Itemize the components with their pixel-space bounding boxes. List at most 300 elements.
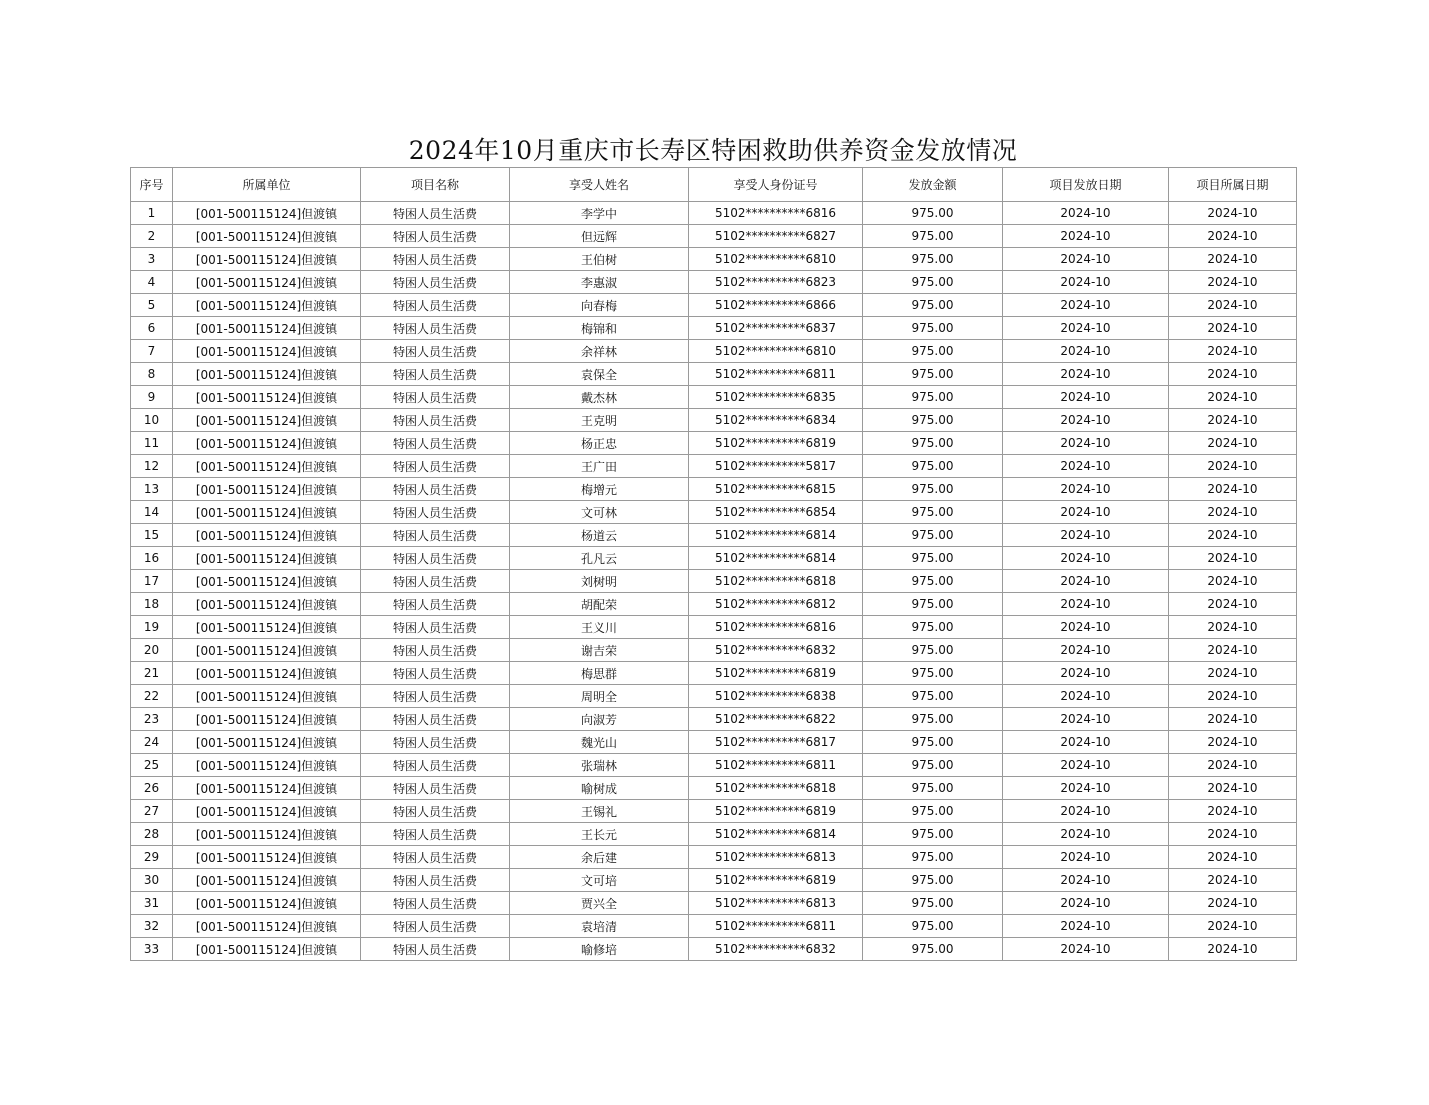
cell-index: 22 — [131, 685, 173, 708]
cell-period: 2024-10 — [1169, 777, 1297, 800]
cell-period: 2024-10 — [1169, 432, 1297, 455]
table-body — [131, 202, 1297, 961]
cell-index: 13 — [131, 478, 173, 501]
cell-project: 特困人员生活费 — [361, 340, 510, 363]
cell-amount: 975.00 — [863, 754, 1003, 777]
cell-id-number: 5102**********6835 — [689, 386, 863, 409]
cell-amount: 975.00 — [863, 708, 1003, 731]
header-issue-date: 项目发放日期 — [1003, 168, 1169, 202]
cell-id-number: 5102**********6819 — [689, 432, 863, 455]
cell-index: 32 — [131, 915, 173, 938]
cell-index: 31 — [131, 892, 173, 915]
cell-period: 2024-10 — [1169, 823, 1297, 846]
table-row — [131, 892, 1297, 915]
cell-name: 王长元 — [510, 823, 689, 846]
cell-unit: [001-500115124]但渡镇 — [173, 271, 361, 294]
cell-name: 喻树成 — [510, 777, 689, 800]
cell-unit: [001-500115124]但渡镇 — [173, 432, 361, 455]
cell-unit: [001-500115124]但渡镇 — [173, 777, 361, 800]
cell-issue-date: 2024-10 — [1003, 202, 1169, 225]
cell-id-number: 5102**********6810 — [689, 248, 863, 271]
cell-project: 特困人员生活费 — [361, 915, 510, 938]
cell-amount: 975.00 — [863, 662, 1003, 685]
cell-id-number: 5102**********6817 — [689, 731, 863, 754]
cell-period: 2024-10 — [1169, 248, 1297, 271]
cell-amount: 975.00 — [863, 455, 1003, 478]
cell-name: 张瑞林 — [510, 754, 689, 777]
cell-project: 特困人员生活费 — [361, 202, 510, 225]
cell-unit: [001-500115124]但渡镇 — [173, 340, 361, 363]
cell-index: 29 — [131, 846, 173, 869]
cell-issue-date: 2024-10 — [1003, 409, 1169, 432]
cell-period: 2024-10 — [1169, 294, 1297, 317]
table-row — [131, 662, 1297, 685]
cell-index: 23 — [131, 708, 173, 731]
cell-amount: 975.00 — [863, 639, 1003, 662]
cell-name: 喻修培 — [510, 938, 689, 961]
table-row — [131, 777, 1297, 800]
cell-period: 2024-10 — [1169, 271, 1297, 294]
cell-project: 特困人员生活费 — [361, 248, 510, 271]
cell-period: 2024-10 — [1169, 409, 1297, 432]
cell-unit: [001-500115124]但渡镇 — [173, 823, 361, 846]
cell-id-number: 5102**********6819 — [689, 800, 863, 823]
cell-index: 4 — [131, 271, 173, 294]
cell-name: 王义川 — [510, 616, 689, 639]
cell-index: 19 — [131, 616, 173, 639]
cell-issue-date: 2024-10 — [1003, 869, 1169, 892]
cell-amount: 975.00 — [863, 616, 1003, 639]
cell-unit: [001-500115124]但渡镇 — [173, 248, 361, 271]
cell-index: 30 — [131, 869, 173, 892]
cell-unit: [001-500115124]但渡镇 — [173, 800, 361, 823]
cell-amount: 975.00 — [863, 938, 1003, 961]
cell-id-number: 5102**********6827 — [689, 225, 863, 248]
cell-unit: [001-500115124]但渡镇 — [173, 202, 361, 225]
cell-period: 2024-10 — [1169, 317, 1297, 340]
table-row — [131, 731, 1297, 754]
cell-id-number: 5102**********6854 — [689, 501, 863, 524]
cell-amount: 975.00 — [863, 892, 1003, 915]
cell-amount: 975.00 — [863, 386, 1003, 409]
cell-issue-date: 2024-10 — [1003, 225, 1169, 248]
cell-unit: [001-500115124]但渡镇 — [173, 708, 361, 731]
cell-name: 文可林 — [510, 501, 689, 524]
table-row — [131, 593, 1297, 616]
table-row — [131, 524, 1297, 547]
cell-issue-date: 2024-10 — [1003, 846, 1169, 869]
cell-name: 戴杰林 — [510, 386, 689, 409]
cell-unit: [001-500115124]但渡镇 — [173, 869, 361, 892]
cell-index: 10 — [131, 409, 173, 432]
cell-index: 20 — [131, 639, 173, 662]
cell-project: 特困人员生活费 — [361, 846, 510, 869]
cell-name: 余后建 — [510, 846, 689, 869]
cell-unit: [001-500115124]但渡镇 — [173, 386, 361, 409]
cell-index: 21 — [131, 662, 173, 685]
cell-period: 2024-10 — [1169, 363, 1297, 386]
cell-amount: 975.00 — [863, 409, 1003, 432]
table-row — [131, 202, 1297, 225]
cell-name: 魏光山 — [510, 731, 689, 754]
cell-period: 2024-10 — [1169, 524, 1297, 547]
cell-project: 特困人员生活费 — [361, 662, 510, 685]
cell-amount: 975.00 — [863, 225, 1003, 248]
cell-project: 特困人员生活费 — [361, 501, 510, 524]
header-id-number: 享受人身份证号 — [689, 168, 863, 202]
cell-issue-date: 2024-10 — [1003, 616, 1169, 639]
cell-period: 2024-10 — [1169, 616, 1297, 639]
cell-period: 2024-10 — [1169, 869, 1297, 892]
cell-name: 余祥林 — [510, 340, 689, 363]
cell-project: 特困人员生活费 — [361, 731, 510, 754]
cell-index: 11 — [131, 432, 173, 455]
cell-issue-date: 2024-10 — [1003, 639, 1169, 662]
cell-amount: 975.00 — [863, 271, 1003, 294]
page-title: 2024年10月重庆市长寿区特困救助供养资金发放情况 — [408, 136, 1018, 165]
table-row — [131, 754, 1297, 777]
table-row — [131, 915, 1297, 938]
cell-amount: 975.00 — [863, 432, 1003, 455]
cell-id-number: 5102**********6818 — [689, 777, 863, 800]
cell-project: 特困人员生活费 — [361, 294, 510, 317]
cell-project: 特困人员生活费 — [361, 777, 510, 800]
cell-issue-date: 2024-10 — [1003, 800, 1169, 823]
cell-unit: [001-500115124]但渡镇 — [173, 662, 361, 685]
cell-period: 2024-10 — [1169, 570, 1297, 593]
cell-issue-date: 2024-10 — [1003, 892, 1169, 915]
cell-project: 特困人员生活费 — [361, 800, 510, 823]
cell-issue-date: 2024-10 — [1003, 294, 1169, 317]
cell-issue-date: 2024-10 — [1003, 547, 1169, 570]
cell-name: 谢吉荣 — [510, 639, 689, 662]
cell-index: 3 — [131, 248, 173, 271]
cell-issue-date: 2024-10 — [1003, 731, 1169, 754]
cell-period: 2024-10 — [1169, 846, 1297, 869]
cell-project: 特困人员生活费 — [361, 685, 510, 708]
cell-name: 李学中 — [510, 202, 689, 225]
cell-unit: [001-500115124]但渡镇 — [173, 524, 361, 547]
cell-amount: 975.00 — [863, 478, 1003, 501]
cell-amount: 975.00 — [863, 846, 1003, 869]
cell-name: 贾兴全 — [510, 892, 689, 915]
cell-name: 向春梅 — [510, 294, 689, 317]
cell-id-number: 5102**********6819 — [689, 869, 863, 892]
cell-amount: 975.00 — [863, 340, 1003, 363]
cell-period: 2024-10 — [1169, 800, 1297, 823]
cell-issue-date: 2024-10 — [1003, 662, 1169, 685]
header-project: 项目名称 — [361, 168, 510, 202]
cell-period: 2024-10 — [1169, 593, 1297, 616]
cell-period: 2024-10 — [1169, 547, 1297, 570]
cell-issue-date: 2024-10 — [1003, 915, 1169, 938]
cell-amount: 975.00 — [863, 915, 1003, 938]
table-row — [131, 432, 1297, 455]
cell-name: 梅锦和 — [510, 317, 689, 340]
cell-period: 2024-10 — [1169, 639, 1297, 662]
cell-unit: [001-500115124]但渡镇 — [173, 731, 361, 754]
cell-index: 8 — [131, 363, 173, 386]
cell-index: 18 — [131, 593, 173, 616]
cell-amount: 975.00 — [863, 202, 1003, 225]
cell-name: 李惠淑 — [510, 271, 689, 294]
cell-issue-date: 2024-10 — [1003, 938, 1169, 961]
cell-name: 刘树明 — [510, 570, 689, 593]
cell-index: 9 — [131, 386, 173, 409]
cell-issue-date: 2024-10 — [1003, 478, 1169, 501]
cell-index: 28 — [131, 823, 173, 846]
cell-index: 2 — [131, 225, 173, 248]
cell-index: 15 — [131, 524, 173, 547]
table-row — [131, 317, 1297, 340]
table-row — [131, 340, 1297, 363]
cell-id-number: 5102**********6812 — [689, 593, 863, 616]
cell-unit: [001-500115124]但渡镇 — [173, 593, 361, 616]
cell-name: 袁保全 — [510, 363, 689, 386]
cell-unit: [001-500115124]但渡镇 — [173, 915, 361, 938]
cell-id-number: 5102**********6866 — [689, 294, 863, 317]
cell-name: 王克明 — [510, 409, 689, 432]
cell-issue-date: 2024-10 — [1003, 524, 1169, 547]
table-row — [131, 869, 1297, 892]
cell-project: 特困人员生活费 — [361, 455, 510, 478]
cell-index: 16 — [131, 547, 173, 570]
table-row — [131, 501, 1297, 524]
cell-project: 特困人员生活费 — [361, 892, 510, 915]
cell-index: 6 — [131, 317, 173, 340]
cell-amount: 975.00 — [863, 363, 1003, 386]
table-row — [131, 708, 1297, 731]
cell-unit: [001-500115124]但渡镇 — [173, 455, 361, 478]
cell-project: 特困人员生活费 — [361, 409, 510, 432]
cell-project: 特困人员生活费 — [361, 386, 510, 409]
cell-name: 杨正忠 — [510, 432, 689, 455]
table-row — [131, 685, 1297, 708]
cell-issue-date: 2024-10 — [1003, 386, 1169, 409]
cell-amount: 975.00 — [863, 248, 1003, 271]
cell-unit: [001-500115124]但渡镇 — [173, 938, 361, 961]
cell-issue-date: 2024-10 — [1003, 593, 1169, 616]
cell-unit: [001-500115124]但渡镇 — [173, 409, 361, 432]
cell-id-number: 5102**********6815 — [689, 478, 863, 501]
cell-project: 特困人员生活费 — [361, 225, 510, 248]
cell-name: 王伯树 — [510, 248, 689, 271]
table-row — [131, 248, 1297, 271]
cell-id-number: 5102**********6814 — [689, 823, 863, 846]
table-row — [131, 409, 1297, 432]
cell-id-number: 5102**********6813 — [689, 892, 863, 915]
cell-id-number: 5102**********6816 — [689, 202, 863, 225]
cell-project: 特困人员生活费 — [361, 432, 510, 455]
cell-period: 2024-10 — [1169, 731, 1297, 754]
cell-unit: [001-500115124]但渡镇 — [173, 363, 361, 386]
cell-amount: 975.00 — [863, 593, 1003, 616]
cell-unit: [001-500115124]但渡镇 — [173, 317, 361, 340]
cell-period: 2024-10 — [1169, 202, 1297, 225]
cell-id-number: 5102**********6816 — [689, 616, 863, 639]
cell-amount: 975.00 — [863, 685, 1003, 708]
cell-amount: 975.00 — [863, 731, 1003, 754]
cell-project: 特困人员生活费 — [361, 570, 510, 593]
cell-name: 梅思群 — [510, 662, 689, 685]
cell-name: 周明全 — [510, 685, 689, 708]
cell-issue-date: 2024-10 — [1003, 317, 1169, 340]
cell-id-number: 5102**********6822 — [689, 708, 863, 731]
cell-period: 2024-10 — [1169, 501, 1297, 524]
cell-issue-date: 2024-10 — [1003, 248, 1169, 271]
cell-project: 特困人员生活费 — [361, 708, 510, 731]
cell-period: 2024-10 — [1169, 386, 1297, 409]
cell-period: 2024-10 — [1169, 662, 1297, 685]
cell-index: 7 — [131, 340, 173, 363]
table-row — [131, 363, 1297, 386]
cell-period: 2024-10 — [1169, 340, 1297, 363]
cell-period: 2024-10 — [1169, 938, 1297, 961]
cell-project: 特困人员生活费 — [361, 869, 510, 892]
cell-name: 但远辉 — [510, 225, 689, 248]
cell-issue-date: 2024-10 — [1003, 501, 1169, 524]
cell-issue-date: 2024-10 — [1003, 777, 1169, 800]
cell-index: 27 — [131, 800, 173, 823]
table-row — [131, 938, 1297, 961]
header-name: 享受人姓名 — [510, 168, 689, 202]
table-header-row — [131, 168, 1297, 202]
cell-id-number: 5102**********6818 — [689, 570, 863, 593]
cell-name: 杨道云 — [510, 524, 689, 547]
cell-project: 特困人员生活费 — [361, 616, 510, 639]
cell-issue-date: 2024-10 — [1003, 754, 1169, 777]
cell-project: 特困人员生活费 — [361, 478, 510, 501]
cell-index: 5 — [131, 294, 173, 317]
cell-id-number: 5102**********6819 — [689, 662, 863, 685]
cell-amount: 975.00 — [863, 570, 1003, 593]
cell-issue-date: 2024-10 — [1003, 363, 1169, 386]
cell-id-number: 5102**********6811 — [689, 754, 863, 777]
cell-amount: 975.00 — [863, 524, 1003, 547]
cell-project: 特困人员生活费 — [361, 639, 510, 662]
cell-amount: 975.00 — [863, 294, 1003, 317]
cell-amount: 975.00 — [863, 501, 1003, 524]
payment-table — [130, 167, 1297, 961]
cell-period: 2024-10 — [1169, 708, 1297, 731]
cell-period: 2024-10 — [1169, 455, 1297, 478]
header-unit: 所属单位 — [173, 168, 361, 202]
cell-unit: [001-500115124]但渡镇 — [173, 685, 361, 708]
cell-unit: [001-500115124]但渡镇 — [173, 616, 361, 639]
cell-period: 2024-10 — [1169, 685, 1297, 708]
table-row — [131, 800, 1297, 823]
cell-id-number: 5102**********6837 — [689, 317, 863, 340]
cell-amount: 975.00 — [863, 800, 1003, 823]
cell-issue-date: 2024-10 — [1003, 570, 1169, 593]
cell-unit: [001-500115124]但渡镇 — [173, 570, 361, 593]
cell-amount: 975.00 — [863, 777, 1003, 800]
table-row — [131, 570, 1297, 593]
cell-index: 17 — [131, 570, 173, 593]
cell-id-number: 5102**********6810 — [689, 340, 863, 363]
cell-name: 梅增元 — [510, 478, 689, 501]
cell-name: 孔凡云 — [510, 547, 689, 570]
cell-id-number: 5102**********6814 — [689, 524, 863, 547]
cell-issue-date: 2024-10 — [1003, 708, 1169, 731]
cell-index: 26 — [131, 777, 173, 800]
table-row — [131, 294, 1297, 317]
cell-unit: [001-500115124]但渡镇 — [173, 639, 361, 662]
cell-name: 胡配荣 — [510, 593, 689, 616]
table-row — [131, 478, 1297, 501]
cell-index: 12 — [131, 455, 173, 478]
cell-unit: [001-500115124]但渡镇 — [173, 892, 361, 915]
header-amount: 发放金额 — [863, 168, 1003, 202]
cell-unit: [001-500115124]但渡镇 — [173, 225, 361, 248]
cell-issue-date: 2024-10 — [1003, 340, 1169, 363]
table-row — [131, 225, 1297, 248]
cell-period: 2024-10 — [1169, 892, 1297, 915]
cell-id-number: 5102**********6832 — [689, 938, 863, 961]
cell-index: 25 — [131, 754, 173, 777]
table-row — [131, 846, 1297, 869]
cell-unit: [001-500115124]但渡镇 — [173, 294, 361, 317]
table-row — [131, 616, 1297, 639]
cell-amount: 975.00 — [863, 317, 1003, 340]
cell-period: 2024-10 — [1169, 754, 1297, 777]
cell-project: 特困人员生活费 — [361, 271, 510, 294]
cell-unit: [001-500115124]但渡镇 — [173, 547, 361, 570]
cell-issue-date: 2024-10 — [1003, 432, 1169, 455]
cell-issue-date: 2024-10 — [1003, 455, 1169, 478]
cell-period: 2024-10 — [1169, 225, 1297, 248]
cell-index: 1 — [131, 202, 173, 225]
cell-id-number: 5102**********6834 — [689, 409, 863, 432]
cell-id-number: 5102**********6811 — [689, 363, 863, 386]
cell-project: 特困人员生活费 — [361, 524, 510, 547]
table-row — [131, 639, 1297, 662]
cell-project: 特困人员生活费 — [361, 823, 510, 846]
cell-name: 王锡礼 — [510, 800, 689, 823]
cell-id-number: 5102**********6832 — [689, 639, 863, 662]
cell-unit: [001-500115124]但渡镇 — [173, 478, 361, 501]
cell-amount: 975.00 — [863, 547, 1003, 570]
table-row — [131, 386, 1297, 409]
cell-unit: [001-500115124]但渡镇 — [173, 501, 361, 524]
cell-project: 特困人员生活费 — [361, 547, 510, 570]
header-index: 序号 — [131, 168, 173, 202]
cell-id-number: 5102**********5817 — [689, 455, 863, 478]
cell-period: 2024-10 — [1169, 478, 1297, 501]
cell-unit: [001-500115124]但渡镇 — [173, 754, 361, 777]
cell-name: 文可培 — [510, 869, 689, 892]
cell-period: 2024-10 — [1169, 915, 1297, 938]
cell-project: 特困人员生活费 — [361, 317, 510, 340]
cell-issue-date: 2024-10 — [1003, 823, 1169, 846]
cell-amount: 975.00 — [863, 869, 1003, 892]
cell-project: 特困人员生活费 — [361, 363, 510, 386]
cell-id-number: 5102**********6838 — [689, 685, 863, 708]
cell-name: 袁培清 — [510, 915, 689, 938]
cell-project: 特困人员生活费 — [361, 754, 510, 777]
cell-name: 向淑芳 — [510, 708, 689, 731]
cell-issue-date: 2024-10 — [1003, 685, 1169, 708]
table-row — [131, 823, 1297, 846]
cell-id-number: 5102**********6813 — [689, 846, 863, 869]
cell-id-number: 5102**********6823 — [689, 271, 863, 294]
cell-index: 14 — [131, 501, 173, 524]
cell-project: 特困人员生活费 — [361, 938, 510, 961]
table-row — [131, 547, 1297, 570]
cell-issue-date: 2024-10 — [1003, 271, 1169, 294]
cell-amount: 975.00 — [863, 823, 1003, 846]
table-row — [131, 271, 1297, 294]
